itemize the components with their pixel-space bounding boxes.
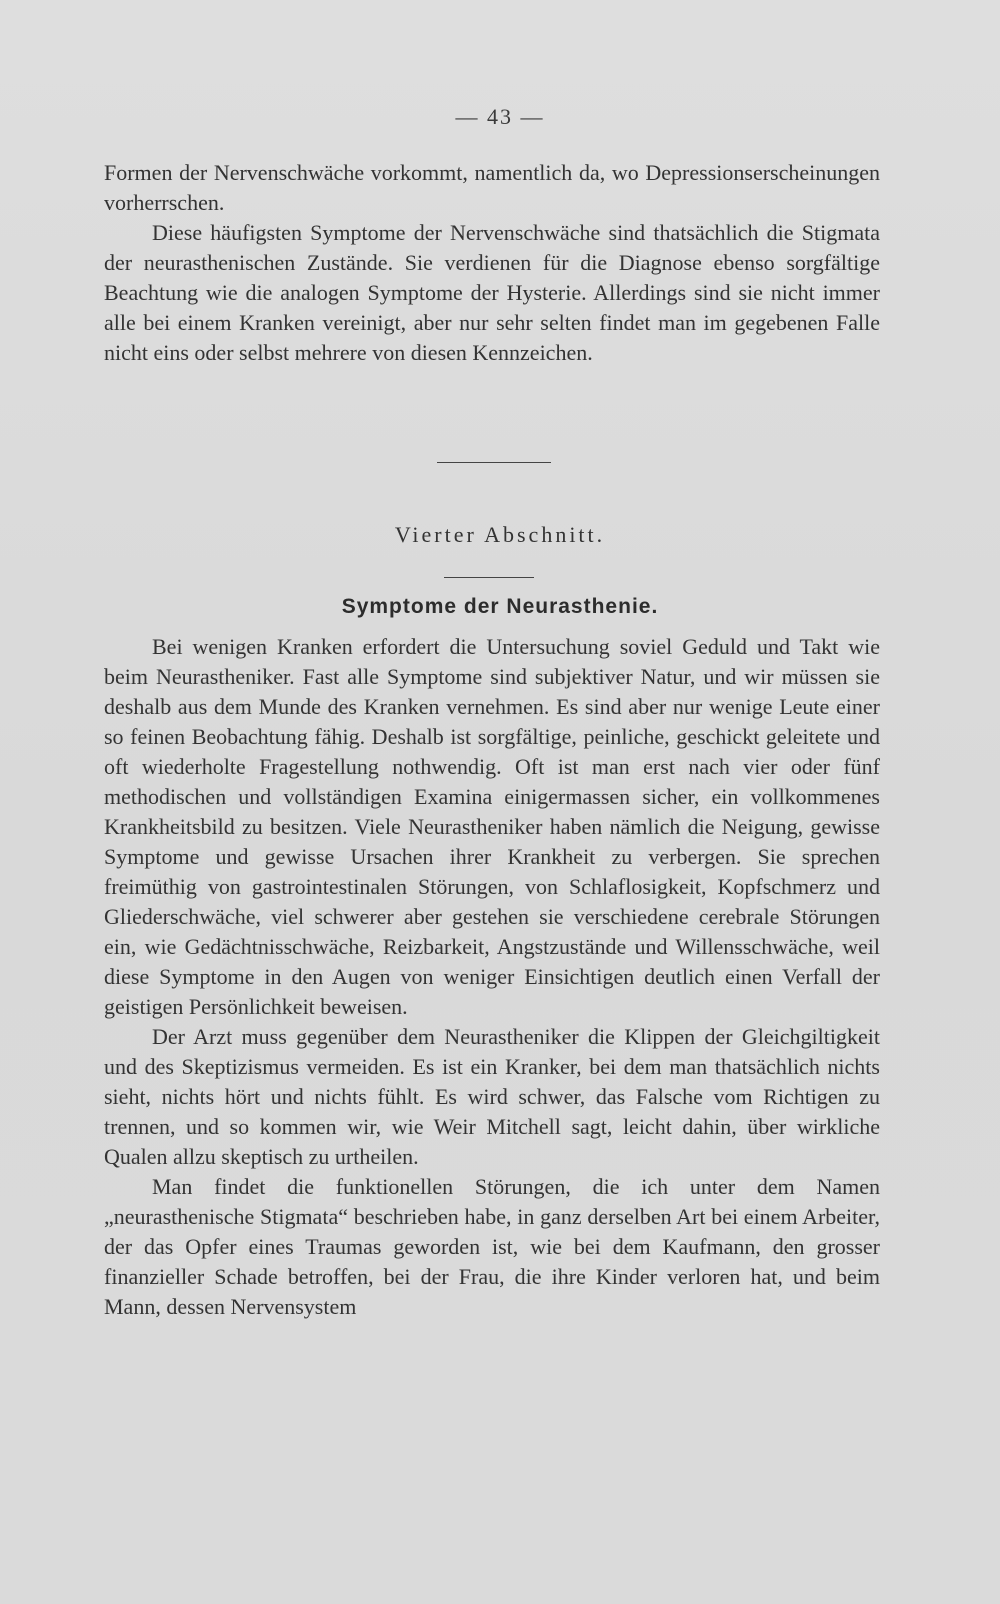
paragraph-5: Man findet die funktionellen Störungen, die ich unter dem Namen „neurasthenische Stigmata“ beschrieben habe, in ganz derselben Art bei einem Arbeiter, der das Opfer eines Traumas geworden ist, wie bei dem Kaufmann, den grosser finanzieller Schade betroffen, bei der Frau, die ihre Kinder verloren hat, und beim Mann, dessen Nervensystem xyxy=(104,1174,880,1319)
text-block-top xyxy=(104,158,880,368)
page-number: — 43 — xyxy=(455,104,545,129)
paragraph-4: Der Arzt muss gegenüber dem Neurastheniker die Klippen der Gleichgiltigkeit und des Skeptizismus vermeiden. Es ist ein Kranker, bei dem man thatsächlich nichts sieht, nichts hört und nichts fühlt. Es wird schwer, das Falsche vom Richtigen zu trennen, und so kommen wir, wie Weir Mitchell sagt, leicht dahin, über wirkliche Qualen allzu skeptisch zu urtheilen. xyxy=(104,1024,880,1169)
section-label: Vierter Abschnitt. xyxy=(394,522,606,547)
paragraph-3: Bei wenigen Kranken erfordert die Untersuchung soviel Geduld und Takt wie beim Neurastheniker. Fast alle Symptome sind subjektiver Natur, und wir müssen sie deshalb aus dem Munde des Kranken vernehmen. Es sind aber nur wenige Leute einer so feinen Beobachtung fähig. Deshalb ist sorgfältige, peinliche, geschickt geleitete und oft wiederholte Fragestellung nothwendig. Oft ist man erst nach vier oder fünf methodischen und vollständigen Examina einigermassen sicher, ein vollkommenes Krankheitsbild zu besitzen. Viele Neurastheniker haben nämlich die Neigung, gewisse Symptome und gewisse Ursachen ihrer Krankheit zu verbergen. Sie sprechen freimüthig von gastrointestinalen Störungen, von Schlaflosigkeit, Kopfschmerz und Gliederschwäche, viel schwerer aber gestehen sie verschiedene cerebrale Störungen ein, wie Gedächtnisschwäche, Reizbarkeit, Angstzustände und Willensschwäche, weil diese Symptome in den Augen von weniger Einsichtigen deutlich einen Verfall der geistigen Persönlichkeit beweisen. xyxy=(104,634,880,1019)
section-divider-bottom xyxy=(444,577,534,578)
paragraph-2: Diese häufigsten Symptome der Nervenschwäche sind thatsächlich die Stigmata der neurasthenischen Zustände. Sie verdienen für die Diagnose ebenso sorgfältige Beachtung wie die analogen Symptome der Hysterie. Allerdings sind sie nicht immer alle bei einem Kranken vereinigt, aber nur sehr selten findet man im gegebenen Falle nicht eins oder selbst mehrere von diesen Kennzeichen. xyxy=(104,220,880,365)
text-block-bottom xyxy=(104,632,880,1322)
section-divider-top xyxy=(437,462,551,463)
section-title: Symptome der Neurasthenie. xyxy=(341,595,659,618)
paragraph-1: Formen der Nervenschwäche vorkommt, namentlich da, wo Depressionserscheinungen vorherrschen. xyxy=(104,160,880,215)
